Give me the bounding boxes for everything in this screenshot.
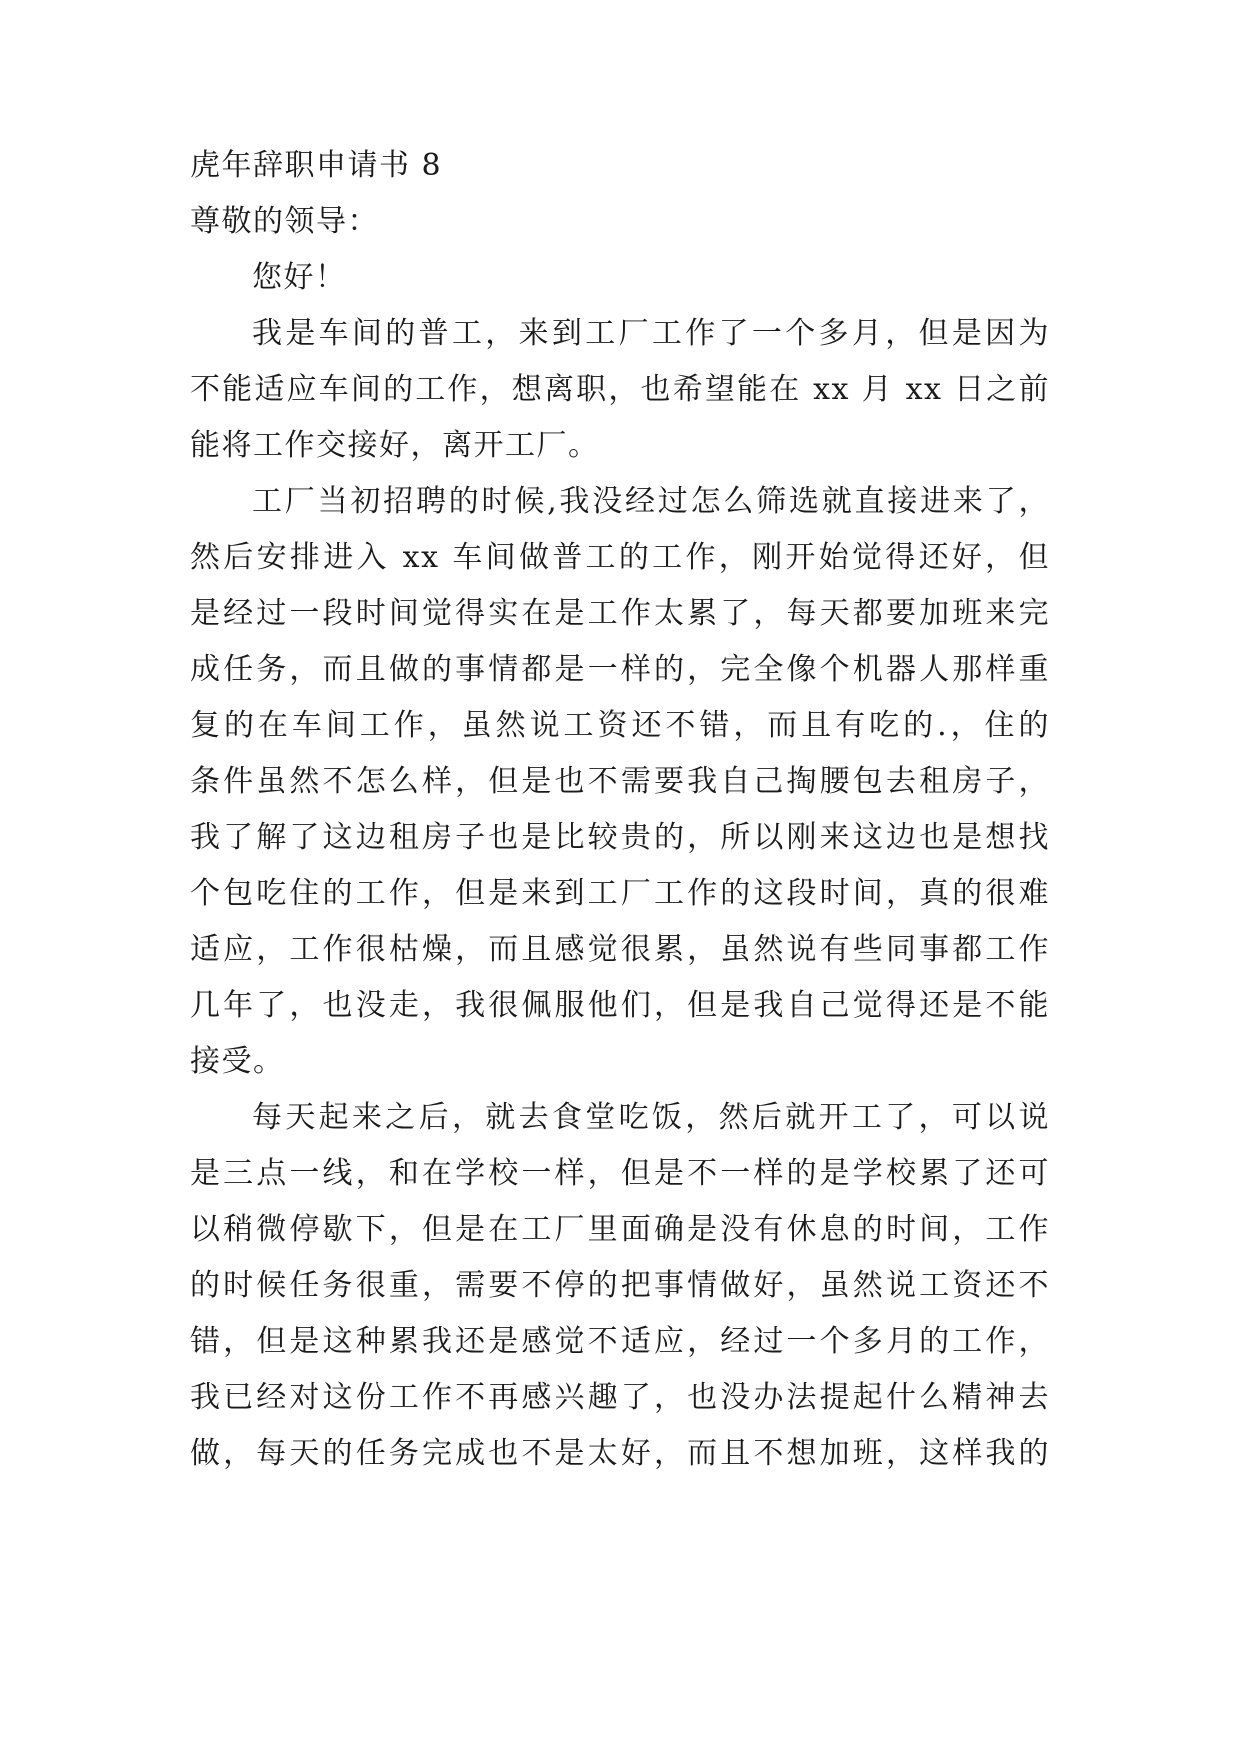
paragraph-line: 的时候任务很重，需要不停的把事情做好，虽然说工资还不 — [190, 1268, 1050, 1303]
paragraph-line: 不能适应车间的工作，想离职，也希望能在 xx 月 xx 日之前 — [190, 372, 1050, 407]
paragraph-line: 能将工作交接好，离开工厂。 — [190, 428, 600, 463]
paragraph-line: 条件虽然不怎么样，但是也不需要我自己掏腰包去租房子， — [190, 764, 1050, 799]
greeting: 您好！ — [252, 260, 347, 295]
paragraph-line: 适应，工作很枯燥，而且感觉很累，虽然说有些同事都工作 — [190, 932, 1050, 967]
paragraph-line: 然后安排进入 xx 车间做普工的工作，刚开始觉得还好，但 — [190, 540, 1050, 575]
paragraph-line: 以稍微停歇下，但是在工厂里面确是没有休息的时间，工作 — [190, 1212, 1050, 1247]
paragraph-line: 接受。 — [190, 1044, 285, 1079]
paragraph-line: 成任务，而且做的事情都是一样的，完全像个机器人那样重 — [190, 652, 1050, 687]
paragraph-line: 做，每天的任务完成也不是太好，而且不想加班，这样我的 — [190, 1436, 1050, 1471]
paragraph-line: 错，但是这种累我还是感觉不适应，经过一个多月的工作， — [190, 1324, 1050, 1359]
salutation: 尊敬的领导： — [190, 204, 379, 239]
paragraph-line: 每天起来之后，就去食堂吃饭，然后就开工了，可以说 — [252, 1100, 1050, 1135]
paragraph-line: 是经过一段时间觉得实在是工作太累了，每天都要加班来完 — [190, 596, 1050, 631]
paragraph-line: 几年了，也没走，我很佩服他们，但是我自己觉得还是不能 — [190, 988, 1050, 1023]
document-title: 虎年辞职申请书 8 — [190, 148, 443, 183]
paragraph-line: 复的在车间工作，虽然说工资还不错，而且有吃的.，住的 — [190, 708, 1050, 743]
paragraph-line: 工厂当初招聘的时候,我没经过怎么筛选就直接进来了， — [252, 484, 1050, 519]
paragraph-line: 个包吃住的工作，但是来到工厂工作的这段时间，真的很难 — [190, 876, 1050, 911]
paragraph-line: 我是车间的普工，来到工厂工作了一个多月，但是因为 — [252, 316, 1050, 351]
paragraph-line: 是三点一线，和在学校一样，但是不一样的是学校累了还可 — [190, 1156, 1050, 1191]
paragraph-line: 我已经对这份工作不再感兴趣了，也没办法提起什么精神去 — [190, 1380, 1050, 1415]
paragraph-line: 我了解了这边租房子也是比较贵的，所以刚来这边也是想找 — [190, 820, 1050, 855]
